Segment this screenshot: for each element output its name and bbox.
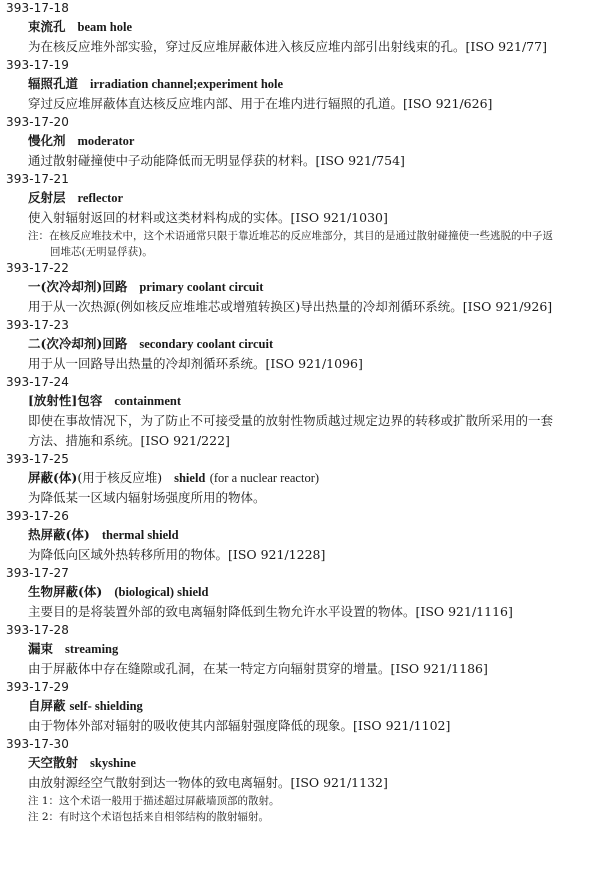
- term-english: containment: [114, 394, 182, 408]
- entry-note-2: 注 2：有时这个术语包括来自相邻结构的散射辐射。: [28, 811, 270, 823]
- term-english: skyshine: [90, 756, 136, 770]
- entry-number: 393-17-23: [6, 318, 70, 332]
- term-english: thermal shield: [101, 528, 179, 542]
- entry-term: [6, 17, 592, 37]
- term-chinese: 热屏蔽(体): [28, 527, 90, 542]
- entry-393-17-29: [6, 679, 592, 736]
- entry-number: 393-17-20: [6, 115, 70, 129]
- term-english: beam hole: [77, 20, 133, 34]
- entry-term: [6, 131, 592, 151]
- entry-number: 393-17-18: [6, 1, 70, 15]
- term-english: shield: [174, 471, 206, 485]
- entry-note-1: 注 1：这个术语一般用于描述超过屏蔽墙顶部的散射。: [28, 795, 280, 807]
- entry-393-17-18: [6, 0, 592, 57]
- entry-number: 393-17-27: [6, 566, 70, 580]
- entry-number: 393-17-26: [6, 509, 70, 523]
- term-english: self- shielding: [69, 699, 143, 713]
- entry-definition: 由于物体外部对辐射的吸收使其内部辐射强度降低的现象。[ISO 921/1102]: [28, 718, 451, 733]
- entry-number: 393-17-24: [6, 375, 70, 389]
- term-chinese: [放射性]包容: [28, 393, 103, 408]
- definition-line-continued: 方法、措施和系统。[ISO 921/222]: [28, 433, 230, 448]
- term-chinese: 自屏蔽: [28, 698, 66, 713]
- entry-393-17-27: [6, 565, 592, 622]
- entry-definition: [6, 411, 592, 451]
- entry-393-17-23: [6, 317, 592, 374]
- entry-number: 393-17-28: [6, 623, 70, 637]
- term-chinese-qualifier: (用于核反应堆): [77, 470, 163, 485]
- term-chinese: 屏蔽(体): [28, 470, 78, 485]
- entry-393-17-19: [6, 57, 592, 114]
- entry-definition: 由放射源经空气散射到达一物体的致电离辐射。[ISO 921/1132]: [28, 775, 388, 790]
- entry-definition: 使入射辐射返回的材料或这类材料构成的实体。[ISO 921/1030]: [28, 210, 388, 225]
- entry-term: [6, 639, 592, 659]
- term-chinese: 天空散射: [28, 755, 79, 770]
- term-chinese: 生物屏蔽(体): [28, 584, 103, 599]
- entry-definition: 为在核反应堆外部实验，穿过反应堆屏蔽体进入核反应堆内部引出射线束的孔。[ISO 921/77]: [28, 39, 547, 54]
- entry-term: [6, 696, 592, 716]
- term-chinese: 反射层: [28, 190, 66, 205]
- term-english: secondary coolant circuit: [139, 337, 274, 351]
- term-chinese: 一(次冷却剂)回路: [28, 279, 128, 294]
- entry-definition: 为降低某一区域内辐射场强度所用的物体。: [28, 490, 266, 505]
- term-chinese: 漏束: [28, 641, 54, 656]
- entry-393-17-24: [6, 374, 592, 451]
- entry-393-17-28: [6, 622, 592, 679]
- entry-393-17-22: [6, 260, 592, 317]
- entry-term: [6, 277, 592, 297]
- entry-393-17-25: [6, 451, 592, 508]
- term-chinese: 二(次冷却剂)回路: [28, 336, 128, 351]
- entry-number: 393-17-19: [6, 58, 70, 72]
- note-line-continued: 回堆芯(无明显俘获)。: [50, 246, 153, 258]
- entry-term: [6, 525, 592, 545]
- entry-definition: 由于屏蔽体中存在缝隙或孔洞，在某一特定方向辐射贯穿的增量。[ISO 921/1186]: [28, 661, 488, 676]
- term-english: irradiation channel;experiment hole: [90, 77, 284, 91]
- term-chinese: 慢化剂: [28, 133, 66, 148]
- term-english: streaming: [65, 642, 119, 656]
- entry-term: [6, 391, 592, 411]
- term-english-qualifier: (for a nuclear reactor): [209, 471, 320, 485]
- term-english: primary coolant circuit: [139, 280, 264, 294]
- term-english: reflector: [77, 191, 124, 205]
- entry-definition: 为降低向区域外热转移所用的物体。[ISO 921/1228]: [28, 547, 326, 562]
- entry-definition: 主要目的是将装置外部的致电离辐射降低到生物允许水平设置的物体。[ISO 921/1116]: [28, 604, 513, 619]
- entry-term: [6, 753, 592, 773]
- entry-note: [6, 228, 592, 260]
- entry-number: 393-17-30: [6, 737, 70, 751]
- entry-term: [6, 188, 592, 208]
- entry-term: [6, 334, 592, 354]
- entry-term: [6, 468, 592, 488]
- term-chinese: 辐照孔道: [28, 76, 79, 91]
- entry-definition: 用于从一次热源(例如核反应堆堆芯或增殖转换区)导出热量的冷却剂循环系统。[ISO 921/926]: [28, 299, 553, 314]
- definition-line: 即使在事故情况下，为了防止不可接受量的放射性物质越过规定边界的转移或扩散所采用的一套: [28, 413, 554, 428]
- entry-definition: 穿过反应堆屏蔽体直达核反应堆内部、用于在堆内进行辐照的孔道。[ISO 921/626]: [28, 96, 493, 111]
- entry-393-17-30: [6, 736, 592, 825]
- entry-definition: 通过散射碰撞使中子动能降低而无明显俘获的材料。[ISO 921/754]: [28, 153, 405, 168]
- entry-number: 393-17-21: [6, 172, 70, 186]
- entry-393-17-26: [6, 508, 592, 565]
- entry-number: 393-17-25: [6, 452, 70, 466]
- entry-number: 393-17-22: [6, 261, 70, 275]
- entry-term: [6, 582, 592, 602]
- entry-393-17-20: [6, 114, 592, 171]
- entry-number: 393-17-29: [6, 680, 70, 694]
- term-english: (biological) shield: [114, 585, 209, 599]
- entry-definition: 用于从一回路导出热量的冷却剂循环系统。[ISO 921/1096]: [28, 356, 363, 371]
- term-chinese: 束流孔: [28, 19, 66, 34]
- note-line: 注：在核反应堆技术中，这个术语通常只限于靠近堆芯的反应堆部分，其目的是通过散射碰撞使一些逃脱的中子返: [28, 230, 553, 242]
- entry-393-17-21: [6, 171, 592, 260]
- entry-term: [6, 74, 592, 94]
- term-english: moderator: [77, 134, 135, 148]
